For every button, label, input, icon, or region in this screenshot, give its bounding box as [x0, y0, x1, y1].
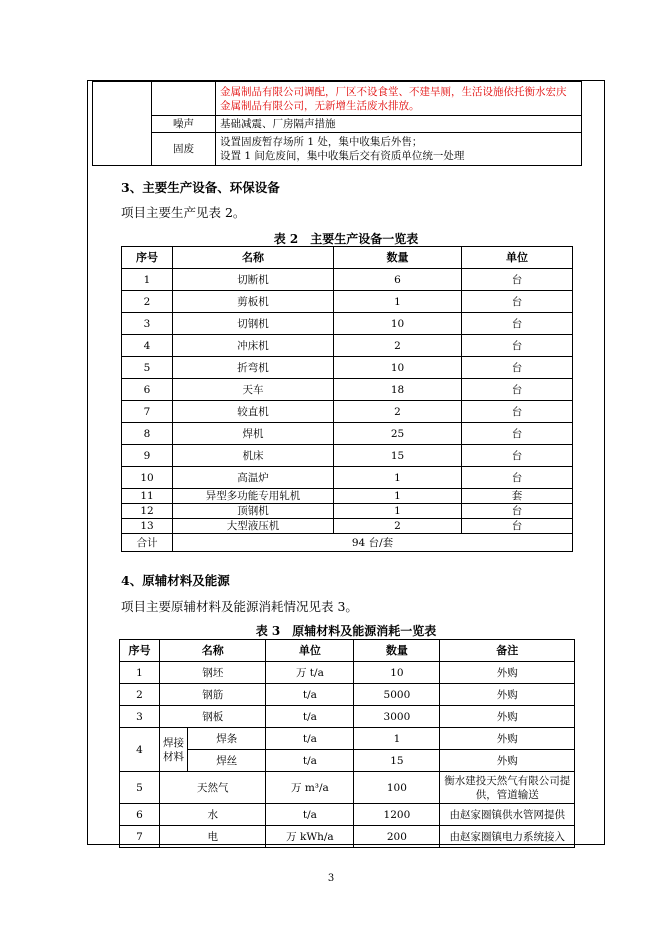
- col-header: 数量: [334, 247, 462, 269]
- table-row: 7 电 万 kWh/a 200 由赵家圈镇电力系统接入: [120, 826, 575, 848]
- table-cell: 异型多功能专用轧机: [173, 489, 334, 504]
- page-number: 3: [327, 873, 335, 884]
- table-cell: 25: [334, 423, 462, 445]
- table-row: [122, 467, 573, 489]
- col-header: 备注: [440, 640, 575, 662]
- col-header: 序号: [120, 640, 160, 662]
- section3-para: 项目主要生产见表 2。: [121, 205, 246, 220]
- table-cell: 台: [462, 291, 573, 313]
- table2-caption: 表 2 主要生产设备一览表: [273, 232, 419, 246]
- table-cell: 6: [122, 379, 173, 401]
- noise-text: 基础减震、厂房隔声措施: [216, 116, 582, 133]
- table-cell: 4: [122, 335, 173, 357]
- col-header: 名称: [173, 247, 334, 269]
- table-row: 1 钢坯 万 t/a 10 外购: [120, 662, 575, 684]
- table-cell: 剪板机: [173, 291, 334, 313]
- table-cell: 11: [122, 489, 173, 504]
- table-cell: 冲床机: [173, 335, 334, 357]
- table-row: [122, 445, 573, 467]
- table-cell: 10: [334, 357, 462, 379]
- table-cell: 台: [462, 269, 573, 291]
- table-row: 5 天然气 万 m³/a 100 衡水建投天然气有限公司提 供，管道输送: [120, 772, 575, 804]
- table-cell: 1: [334, 489, 462, 504]
- col-header: 单位: [266, 640, 354, 662]
- table-row: [122, 423, 573, 445]
- table-cell: 套: [462, 489, 573, 504]
- table-cell: 1: [334, 504, 462, 519]
- total-value: 94 台/套: [173, 534, 573, 552]
- table-row: 焊丝 t/a 15 外购: [120, 750, 575, 772]
- table-cell: 顶钢机: [173, 504, 334, 519]
- solid-waste-text: 设置固废暂存场所 1 处，集中收集后外售； 设置 1 间危废间，集中收集后交有资质单位统一处理: [216, 133, 582, 166]
- table-cell: 台: [462, 357, 573, 379]
- group-label: 焊接 材料: [160, 728, 188, 772]
- table-cell: 天车: [173, 379, 334, 401]
- table-row: [122, 335, 573, 357]
- table-cell: 台: [462, 467, 573, 489]
- table-cell: 高温炉: [173, 467, 334, 489]
- table-cell: 2: [122, 291, 173, 313]
- materials-table: [119, 639, 575, 848]
- table-cell: 9: [122, 445, 173, 467]
- table-row: 6 水 t/a 1200 由赵家圈镇供水管网提供: [120, 804, 575, 826]
- table-row: [122, 504, 573, 519]
- equipment-table: [121, 246, 573, 552]
- section3-heading: 3、主要生产设备、环保设备: [121, 180, 280, 195]
- table-row: [122, 357, 573, 379]
- table-cell: 5: [122, 357, 173, 379]
- table-cell: 台: [462, 379, 573, 401]
- table-cell: 8: [122, 423, 173, 445]
- col-header: 数量: [354, 640, 440, 662]
- total-label: 合计: [122, 534, 173, 552]
- table-cell: 10: [122, 467, 173, 489]
- table-row: 4 焊接 材料 焊条 t/a 1 外购: [120, 728, 575, 750]
- table-cell: 机床: [173, 445, 334, 467]
- table-cell: 18: [334, 379, 462, 401]
- table-row: 2 钢筋 t/a 5000 外购: [120, 684, 575, 706]
- table-cell: 大型液压机: [173, 519, 334, 534]
- table3-caption: 表 3 原辅材料及能源消耗一览表: [255, 624, 437, 638]
- table-cell: 台: [462, 335, 573, 357]
- table-cell: 2: [334, 335, 462, 357]
- solid-waste-label: 固废: [152, 133, 216, 166]
- table-row: [122, 269, 573, 291]
- wastewater-text: 金属制品有限公司调配，厂区不设食堂、不建旱厕，生活设施依托衡水宏庆 金属制品有限公司，无新增生活废水排放。: [216, 82, 582, 116]
- table-cell: 折弯机: [173, 357, 334, 379]
- table-cell: 台: [462, 504, 573, 519]
- col-header: 序号: [122, 247, 173, 269]
- table-cell: 6: [334, 269, 462, 291]
- table-cell: 台: [462, 423, 573, 445]
- table-cell: 台: [462, 519, 573, 534]
- table-cell: 切钢机: [173, 313, 334, 335]
- table-row: [122, 291, 573, 313]
- table-cell: 台: [462, 401, 573, 423]
- table-cell: 10: [334, 313, 462, 335]
- table-cell: 较直机: [173, 401, 334, 423]
- table-cell: 台: [462, 445, 573, 467]
- pollution-measures-table: [92, 81, 582, 166]
- table-row: 3 钢板 t/a 3000 外购: [120, 706, 575, 728]
- table-cell: 12: [122, 504, 173, 519]
- table-row: [122, 313, 573, 335]
- table-cell: 7: [122, 401, 173, 423]
- table-cell: 15: [334, 445, 462, 467]
- noise-label: 噪声: [152, 116, 216, 133]
- col-header: 名称: [160, 640, 266, 662]
- table-row: [122, 379, 573, 401]
- table-cell: 1: [334, 467, 462, 489]
- table-cell: 焊机: [173, 423, 334, 445]
- col-header: 单位: [462, 247, 573, 269]
- table-cell: 2: [334, 401, 462, 423]
- table-cell: 13: [122, 519, 173, 534]
- table-row: [122, 519, 573, 534]
- table-cell: 3: [122, 313, 173, 335]
- table-cell: 1: [122, 269, 173, 291]
- section4-heading: 4、原辅材料及能源: [121, 573, 230, 588]
- table-row: [122, 489, 573, 504]
- table-cell: 1: [334, 291, 462, 313]
- table-cell: 切断机: [173, 269, 334, 291]
- table-row: [122, 401, 573, 423]
- section4-para: 项目主要原辅材料及能源消耗情况见表 3。: [121, 599, 358, 614]
- table-cell: 2: [334, 519, 462, 534]
- table-cell: 台: [462, 313, 573, 335]
